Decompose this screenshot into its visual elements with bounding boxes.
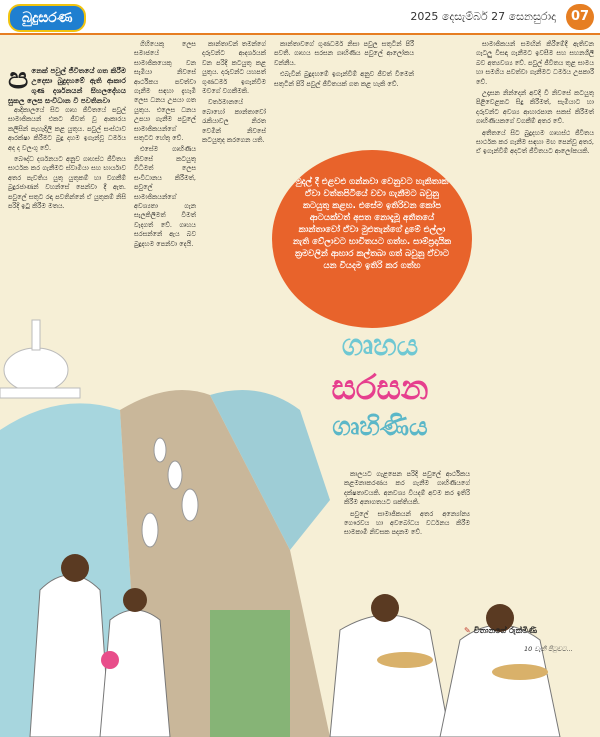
paragraph: සාමාජිකයන් සමඟින් කිරීමේදී ඇතිවන ගැටලු විසඳා ගැනීමට ඉවසීම සහ සහනශීලී බව අත්‍යවශ්‍ය වේ. පවුල් ජීවිතය තුළ සාමය හා සමගිය පවත්වා ගැනීමට ධර්මය උපකාරී වේ. [476,40,594,86]
stupa-dome [4,348,68,392]
headline-line-1: ගෘහය [341,328,419,363]
paragraph: පවුලේ සාමාජිකයන් අතර අන්‍යෝන්‍ය ගෞරවය හා අවබෝධය වර්ධනය කිරීම සාමකාමී නිවසක පදනම වේ. [344,509,470,537]
figure-head [61,554,89,582]
flower-tray [377,652,433,668]
figure-head [371,594,399,622]
lotus-flower [101,651,119,669]
publication-logo: බුදුසරණ [8,4,86,32]
headline-line-3: ගෘහිණිය [332,412,428,442]
author-byline [464,626,537,636]
header-divider [0,33,600,35]
article-intro: නෙක් පවුල් ජීවිතයේ ගත කිරීම උදෙසා බුදුදහමේ ඇති ආකාර ගුණ දර්ශනයන් සිහලදේහය සුකල ලෙස සංවිධාන වී පවතිනවා [8,66,126,105]
paragraph: එසේම ගෘහිණිය නිවසේ කටයුතු විධිමත් ලෙස සංවිධානය කිරීමත්, පවුලේ සාමාජිකයන්ගේ අවශ්‍යතා ගැන සැලකිලිමත් වීමත් වැදගත් වේ. ගෘහය සරසන්නේ ඇය බව බුදුදහම පෙන්වා දෙයි. [134,145,196,248]
paragraph: ආදිකාලයේ සිට ගෘහ ජීවිතයේ පවුල් සාමාජිකයන් එකට ජීවත් වූ ආකාරය කලිසින් පැහැදිලි කළ යුතුය. පවුල් සංස්ථාව ආරක්ෂා කිරීමට බුදු දහම ඉගැන්වූ ධර්මය අද ද වලංගු වේ. [8,106,126,152]
page-header [0,0,600,34]
pen-icon: ✎ [464,626,471,635]
headline-line-2: සරසන [331,368,429,408]
figure-head [123,588,147,612]
page-number-badge: 07 [566,4,594,30]
text-column-1 [8,66,126,288]
foliage [210,610,290,737]
paragraph: බෞද්ධ දර්ශනයට අනුව ගෘහස්ථ ජීවිතය සාර්ථක කර ගැනීමට ස්වාමියා සහ භාර්යාව අතර පැවතිය යුතු යුතුකම් හා වගකීම් බුදුරජාණන් වහන්සේ පෙන්වා දී ඇත. පවුලේ සතුට රඳා පවතින්නේ ඒ යුතුකම් නිසි පරිදි ඉටු කිරීම මතය. [8,155,126,211]
paragraph: කාන්තාවන් තමන්ගේ දරුවන්ට ආදර්ශයක් වන පරිදි කටයුතු කළ යුතුය. දරුවන්ට යහපත් ගුණධර්ම ඉගැන්වීම මවගේ වගකීමකි. [202,40,266,96]
issue-date: 2025 දෙසැම්බර් 27 සෙනසුරාදා [410,10,556,23]
paragraph: කාන්තාවගේ ගුණධර්ම නිසා පවුල සතුටින් පිරී පවතී. ගෘහය සරසන ගෘහිණිය පවුලේ ආලෝකය වන්නීය. [274,40,414,67]
flower-tray [492,664,548,680]
paragraph: උදෑසන නින්දෙන් අවදි වී නිවසේ කටයුතු පිළිවෙළකට සිදු කිරීමත්, සැමියාට හා දරුවන්ට අවශ්‍ය ආහාරපාන සකස් කිරීමත් ගෘහිණියකගේ වගකීම් අතර වේ. [476,89,594,126]
text-column-top-mid [274,40,414,140]
author-name: විතානගේ රුක්මිණී [473,626,537,635]
paragraph: කාලයට ගැළපෙන පරිදි පවුලේ ආර්ථිකය කළමනාකරණය කර ගැනීම ගෘහිණියගේ දක්ෂතාවයකි. අනවශ්‍ය වියදම් අවම කර ඉතිරි කිරීම අනාගතයට ශක්තියකි. [344,470,470,507]
continued-note: 10 වැනි පිටුවට... [524,645,573,653]
temple-illustration [0,300,600,737]
paragraph: එබැවින් බුදුදහමේ ඉගැන්වීම් අනුව ජීවත් වීමෙන් සතුටින් පිරි පවුල් ජීවිතයක් ගත කළ හැකි වේ. [274,70,414,88]
pull-quote: මුදල් දී එළවළු ගන්නවා වෙනුවට හැකිතාක් ඒවා වත්තපිටියේ වවා ගැනීමට බවුනු කටයුතු කළහ. එසේම ඉතිරිවන කෝප ආටයක්වත් අපත නොදැමූ අතීතයේ කාන්තාවෝ ඒවා මුළුතැන්ගේ දුමේ එල්ලා නැති වේලාවට භාවිතයට ගත්හ. සාම්ප්‍රදායික ක්‍රමවලින් ආහාර කල්තබා ගත් බවුනු ඒවාට යන වියදම ඉතිරි කර ගත්හ [272,150,472,328]
stupa-spire [32,320,40,350]
paragraph: ගිහියෙකු ලෙස සමාජයේ සාමාජිකයෙකු වන සැමියා නිවසේ ආර්ථිකය පවත්වා ගැනීම සඳහා දැහැමි ලෙස ධනය උපයා ගත යුතුය. එලෙස ධනය උපයා ගැනීම පවුලේ සාමාජිකයන්ගේ සතුටට හේතු වේ. [134,40,196,143]
drop-cap: ප [8,66,29,96]
paragraph: අතීතයේ සිට බුදුදහම ගෘහස්ථ ජීවිතය සාර්ථක කර ගැනීම සඳහා මඟ පෙන්වූ අතර, ඒ ඉගැන්වීම් අදටත් ජීවිතයට ආලෝකයකි. [476,128,594,156]
stupa-base [0,388,80,398]
paragraph: වර්තමානයේ බොහෝ කාන්තාවෝ රැකියාවල නිරත වෙමින් නිවසේ කටයුතුද කරගෙන යති. [202,98,266,145]
